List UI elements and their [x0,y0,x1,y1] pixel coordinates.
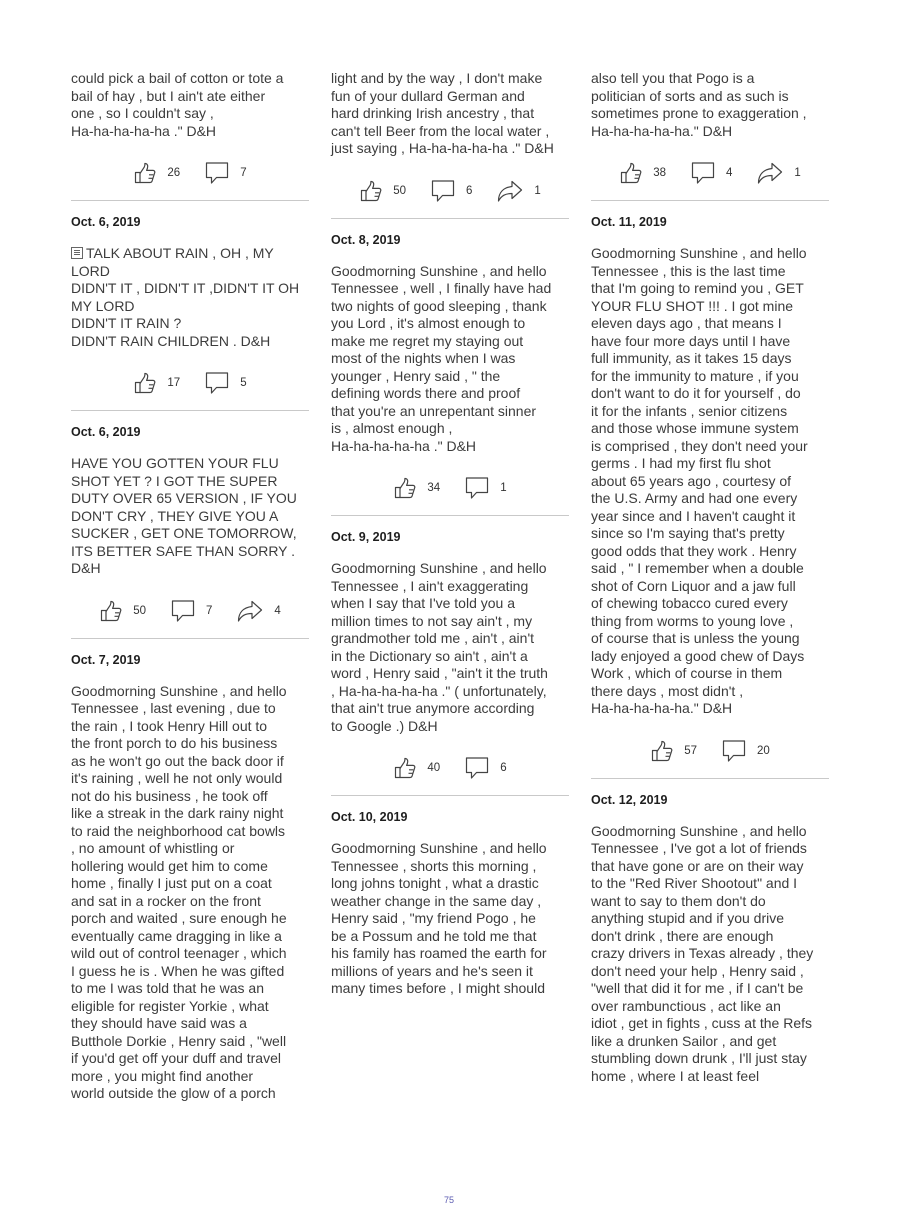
comment-icon [204,370,230,396]
post-date: Oct. 7, 2019 [71,652,141,667]
divider [71,200,309,201]
comment-icon [204,160,230,186]
reactions-bar [591,738,829,764]
comment-button-count: 4 [725,167,733,179]
post-text: Goodmorning Sunshine , and hello Tennessee , I've got a lot of friends that have gone or are on their way to the "Red River Shootout" and I want to say to them don't do anything stupid and if you drive don't drink , there are enough crazy drivers in Texas already , they don't need your help , Henry said , "well that did it for me , if I can't be over rambunctious , act like an idiot , get in fights , cuss at the Refs like a drunken Sailor , and get stumbling down drunk , I'll just stay home , where I at least feel [591,822,814,1084]
comment-icon [690,160,716,186]
share-button-count: 1 [794,167,801,179]
reactions-bar [331,178,569,204]
post-text: also tell you that Pogo is a politician of sorts and as such is sometimes prone to exaggeration , Ha-ha-ha-ha-ha." D&H [591,70,807,139]
column-2 [331,70,569,998]
share-button[interactable] [236,599,280,623]
thumbs-up-icon [650,739,674,763]
comment-button[interactable] [204,370,246,396]
post-date: Oct. 9, 2019 [331,530,401,544]
post-text: light and by the way , I don't make fun of your dullard German and hard drinking Irish ancestry , that can't tell Beer from the local water , just saying , Ha-ha-ha-ha-ha ." D&H [331,70,554,156]
post [591,793,829,1086]
comment-button[interactable] [464,755,506,781]
share-icon [496,179,524,203]
like-button[interactable] [619,161,666,185]
reactions-bar [71,598,309,624]
post-text: Goodmorning Sunshine , and hello Tennessee , shorts this morning , long johns tonight , what a drastic weather change in the same day , Henry said , "my friend Pogo , he be a Possum and he told me that his family has roamed the earth for millions of years and he's seen it many times before , I might should [331,840,547,996]
divider [591,200,829,201]
thumbs-up-icon [619,161,643,185]
post-date: Oct. 11, 2019 [591,215,667,229]
reactions-bar [331,475,569,501]
thumbs-up-icon [133,161,157,185]
share-button-count: 1 [534,184,541,197]
post [71,425,309,639]
post [331,810,569,998]
like-button[interactable] [133,161,180,185]
post [71,215,309,411]
like-button-count: 17 [167,377,181,389]
divider [331,795,569,796]
like-button[interactable] [650,739,697,763]
post-date: Oct. 10, 2019 [331,810,408,824]
comment-button[interactable] [464,475,506,501]
comment-icon [430,178,456,204]
divider [331,218,569,219]
comment-button-count: 7 [240,167,247,179]
like-button-count: 50 [393,184,406,197]
column-3 [591,70,829,1085]
share-icon [756,161,784,185]
reactions-bar [71,160,309,186]
divider [591,778,829,779]
post-text: Goodmorning Sunshine , and hello Tennessee , I ain't exaggerating when I say that I've told you a million times to not say ain't , my grandmother told me , ain't , ain't in the Dictionary so ain't , ain't a word , Henry said , "ain't it the truth , Ha-ha-ha-ha-ha ." ( unfortunately, that ain't true anymore according to Google .) D&H [331,560,548,734]
thumbs-up-icon [393,476,417,500]
reactions-bar [71,370,309,396]
column-1 [71,70,309,1103]
share-button-count: 4 [274,604,281,617]
comment-icon [170,598,196,624]
post-date: Oct. 12, 2019 [591,792,668,807]
like-button-count: 40 [427,762,441,774]
thumbs-up-icon [359,179,383,203]
comment-icon [464,755,490,781]
divider [71,410,309,411]
post [591,70,829,201]
comment-button[interactable] [170,598,212,624]
comment-button[interactable] [690,160,732,186]
comment-button-count: 5 [240,377,247,389]
like-button[interactable] [393,476,440,500]
comment-button[interactable] [430,178,472,204]
like-button[interactable] [99,599,146,623]
post-text: Goodmorning Sunshine , and hello Tennessee , this is the last time that I'm going to remind you , GET YOUR FLU SHOT !!! . I got mine eleven days ago , that means I have four more days until I have full immunity, as it takes 15 days for the immunity to mature , if you don't want to do it for yourself , do it for the infants , senior citizens and those whose immune system is comprised , they don't need your germs . I had my first flu shot about 65 years ago , courtesy of the U.S. Army and had one every year since and I haven't caught it since so I'm saying that's pretty good odds that they work . Henry said , " I remember when a double shot of Corn Liquor and a jaw full of chewing tobacco cured every thing from worms to young love , of course that is unless the young lady enjoyed a good chew of Days Work , which of course in them there days , most didn't , Ha-ha-ha-ha-ha." D&H [591,245,808,716]
like-button-count: 50 [133,604,146,617]
post [331,233,569,517]
divider [331,515,569,516]
share-button[interactable] [756,161,800,185]
thumbs-up-icon [133,371,157,395]
comment-icon [464,475,490,501]
post-date: Oct. 6, 2019 [71,215,141,229]
like-button-count: 57 [684,744,697,757]
post-date: Oct. 8, 2019 [331,232,401,247]
comment-button-count: 20 [757,744,770,757]
share-icon [236,599,264,623]
reactions-bar [591,160,829,186]
post [71,70,309,201]
post-text: Goodmorning Sunshine , and hello Tennessee , last evening , due to the rain , I took Henry Hill out to the front porch to do his business as he won't go out the back door if it's raining , well he not only would not do his business , he took off like a streak in the dark rainy night to raid the neighborhood cat bowls , no amount of whistling or hollering would get him to come home , finally I just put on a coat and sat in a rocker on the front porch and waited , sure enough he eventually came dragging in like a wild out of control teenager , which I guess he is . When he was gifted to me I was told that he was an eligible for register Yorkie , what they should have said was a Butthole Dorkie , Henry said , "well if you'd get off your duff and travel more , you might find another world outside the glow of a porch [71,682,287,1101]
post [331,70,569,219]
post-text: HAVE YOU GOTTEN YOUR FLU SHOT YET ? I GOT THE SUPER DUTY OVER 65 VERSION , IF YOU DON'T CRY , THEY GIVE YOU A SUCKER , GET ONE TOMORROW, ITS BETTER SAFE THAN SORRY . D&H [71,455,297,576]
comment-button[interactable] [204,160,246,186]
comment-button-count: 6 [500,762,507,774]
like-button-count: 38 [653,167,666,179]
comment-icon [721,738,747,764]
post-text [71,245,309,350]
post [331,530,569,796]
comment-button[interactable] [721,738,770,764]
like-button[interactable] [133,371,180,395]
post-text-content: TALK ABOUT RAIN , OH , MY LORD DIDN'T IT , DIDN'T IT ,DIDN'T IT OH MY LORD DIDN'T IT RAIN ? DIDN'T RAIN CHILDREN . D&H [71,245,300,349]
like-button[interactable] [359,179,406,203]
like-button-count: 34 [427,482,441,494]
post-date: Oct. 6, 2019 [71,425,141,439]
share-button[interactable] [496,179,540,203]
thumbs-up-icon [393,756,417,780]
comment-button-count: 1 [500,482,507,494]
page-number: 75 [443,1195,454,1205]
divider [71,638,309,639]
post [71,653,309,1103]
comment-button-count: 7 [205,604,213,617]
music-note-icon [71,247,83,259]
post-text: Goodmorning Sunshine , and hello Tennessee , well , I finally have had two nights of good sleeping , thank you Lord , it's almost enough to make me regret my staying out most of the nights when I was younger , Henry said , " the defining words there and proof that you're an unrepentant sinner is , almost enough , Ha-ha-ha-ha-ha ." D&H [331,262,552,454]
post [591,215,829,779]
like-button[interactable] [393,756,440,780]
post-text: could pick a bail of cotton or tote a bail of hay , but I ain't ate either one , so I couldn't say , Ha-ha-ha-ha-ha ." D&H [71,70,284,139]
comment-button-count: 6 [465,184,473,197]
thumbs-up-icon [99,599,123,623]
like-button-count: 26 [167,167,181,179]
reactions-bar [331,755,569,781]
